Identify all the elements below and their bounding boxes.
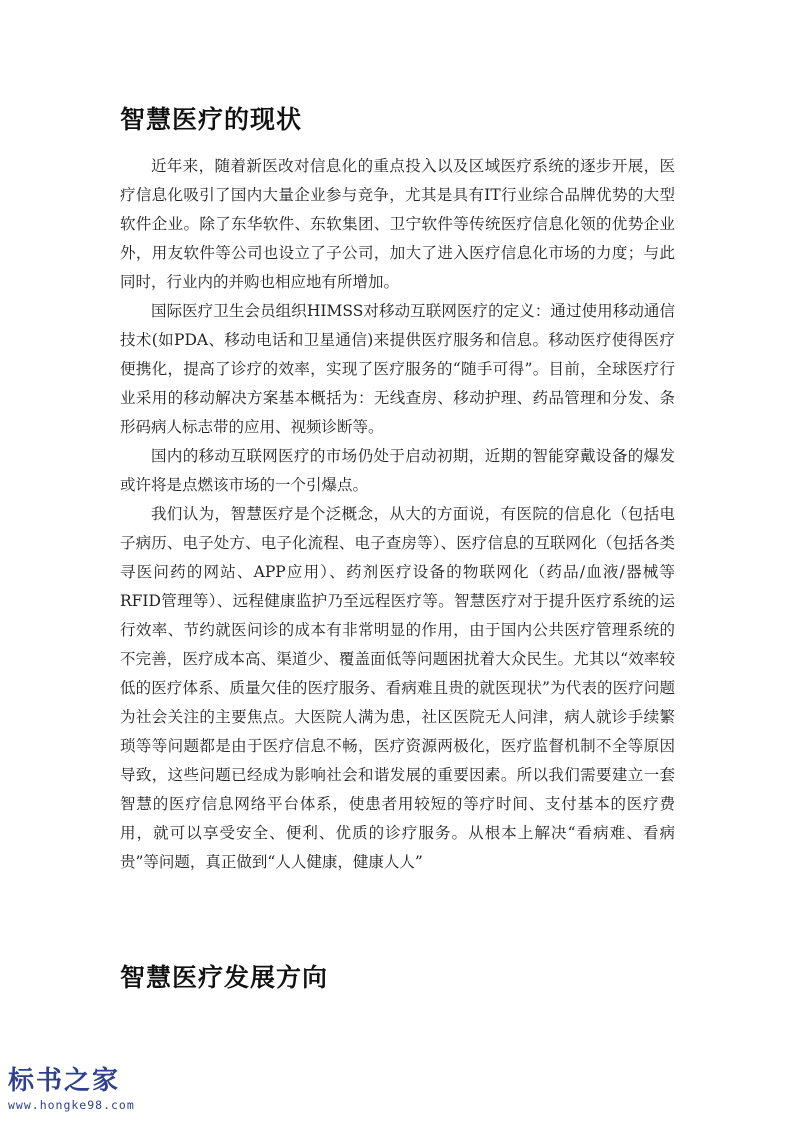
paragraph-2: 国际医疗卫生会员组织HIMSS对移动互联网医疗的定义：通过使用移动通信技术(如PDA、移动电话和卫星通信)来提供医疗服务和信息。移动医疗使得医疗便携化，提高了诊疗的效率，实现了医疗服务的“随手可得”。目前，全球医疗行业采用的移动解决方案基本概括为：无线查房、移动护理、药品管理和分发、条形码病人标志带的应用、视频诊断等。 (120, 302, 675, 436)
section-body (120, 152, 675, 877)
paragraph-1: 近年来，随着新医改对信息化的重点投入以及区域医疗系统的逐步开展，医疗信息化吸引了国内大量企业参与竞争，尤其是具有IT行业综合品牌优势的大型软件企业。除了东华软件、东软集团、卫宁软件等传统医疗信息化领的优势企业外，用友软件等公司也设立了子公司，加大了进入医疗信息化市场的力度；与此同时，行业内的并购也相应地有所增加。 (120, 157, 675, 291)
section-title-development-direction: 智慧医疗发展方向 (120, 963, 329, 992)
watermark (8, 1066, 135, 1112)
watermark-logo: 标书之家 (8, 1066, 121, 1096)
watermark-url: www.hongke98.com (8, 1098, 135, 1112)
section-title-current-status: 智慧医疗的现状 (120, 105, 303, 134)
paragraph-4: 我们认为，智慧医疗是个泛概念，从大的方面说，有医院的信息化（包括电子病历、电子处方、电子化流程、电子查房等）、医疗信息的互联网化（包括各类寻医问药的网站、APP应用）、药剂医疗设备的物联网化（药品/血液/器械等RFID管理等）、远程健康监护乃至远程医疗等。智慧医疗对于提升医疗系统的运行效率、节约就医问诊的成本有非常明显的作用，由于国内公共医疗管理系统的不完善，医疗成本高、渠道少、覆盖面低等问题困扰着大众民生。尤其以“效率较低的医疗体系、质量欠佳的医疗服务、看病难且贵的就医现状”为代表的医疗问题为社会关注的主要焦点。大医院人满为患，社区医院无人问津，病人就诊手续繁琐等等问题都是由于医疗信息不畅，医疗资源两极化，医疗监督机制不全等原因导致，这些问题已经成为影响社会和谐发展的重要因素。所以我们需要建立一套智慧的医疗信息网络平台体系，使患者用较短的等疗时间、支付基本的医疗费用，就可以享受安全、便利、优质的诊疗服务。从根本上解决“看病难、看病贵”等问题，真正做到“人人健康，健康人人” (120, 505, 675, 871)
paragraph-3: 国内的移动互联网医疗的市场仍处于启动初期，近期的智能穿戴设备的爆发或许将是点燃该市场的一个引爆点。 (120, 447, 675, 494)
